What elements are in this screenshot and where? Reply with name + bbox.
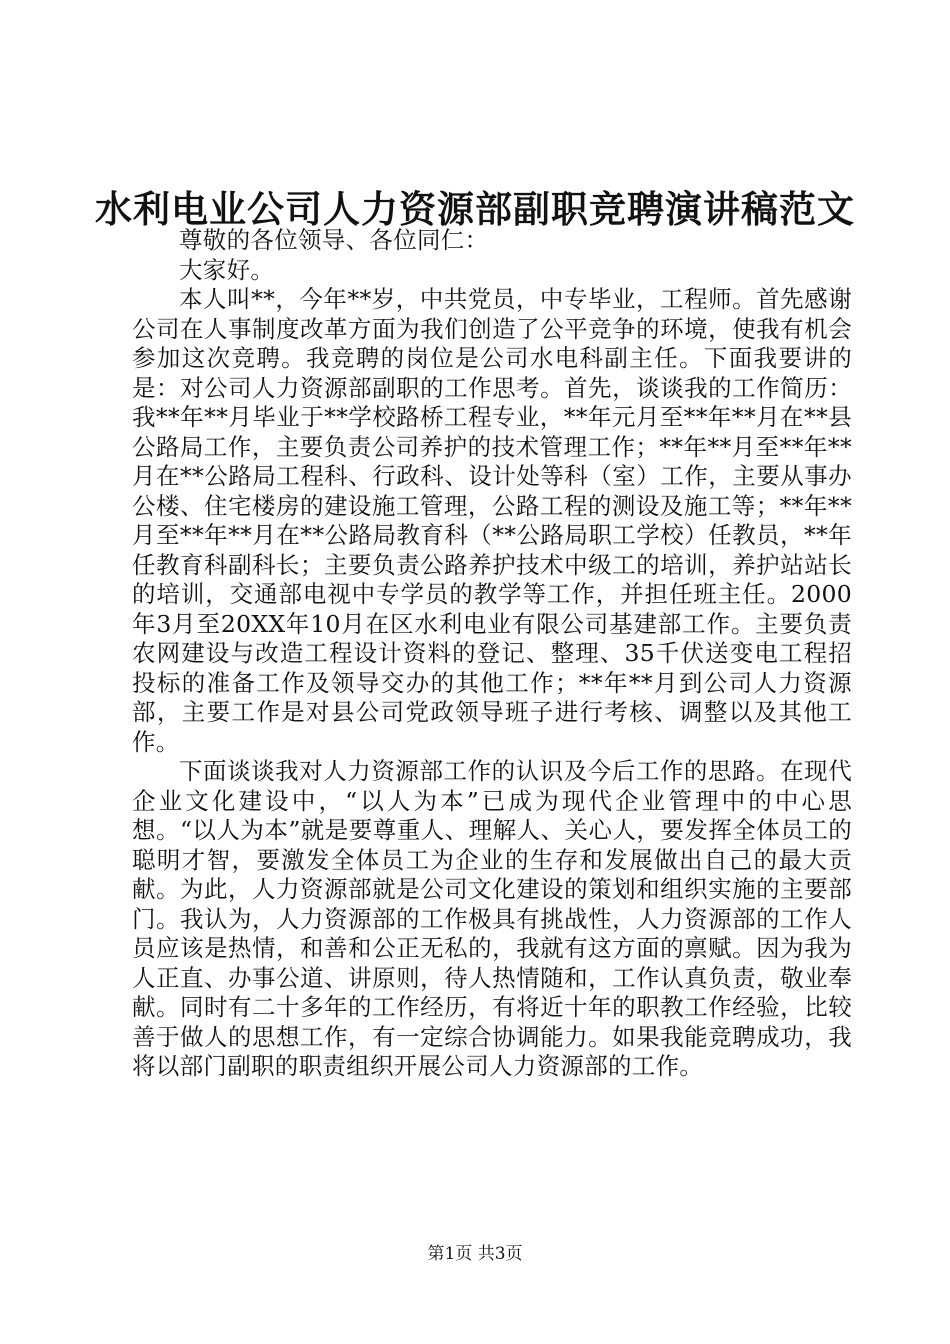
work-thoughts-paragraph: 下面谈谈我对人力资源部工作的认识及今后工作的思路。在现代企业文化建设中，“以人为本”已成为现代企业管理中的中心思想。“以人为本”就是要尊重人、理解人、关心人，要发挥全体员工的聪明才智，要激发全体员工为企业的生存和发展做出自己的最大贡献。为此，人力资源部就是公司文化建设的策划和组织实施的主要部门。我认为，人力资源部的工作极具有挑战性，人力资源部的工作人员应该是热情，和善和公正无私的，我就有这方面的禀赋。因为我为人正直、办事公道、讲原则，待人热情随和，工作认真负责，敬业奉献。同时有二十多年的工作经历，有将近十年的职教工作经验，比较善于做人的思想工作，有一定综合协调能力。如果我能竞聘成功，我将以部门副职的职责组织开展公司人力资源部的工作。 xyxy=(132,757,852,1080)
page-number-footer: 第1页 共3页 xyxy=(427,1244,523,1264)
introduction-paragraph: 本人叫**，今年**岁，中共党员，中专毕业，工程师。首先感谢公司在人事制度改革方面为我们创造了公平竞争的环境，使我有机会参加这次竞聘。我竞聘的岗位是公司水电科副主任。下面我要讲的是：对公司人力资源部副职的工作思考。首先，谈谈我的工作简历：我**年**月毕业于**学校路桥工程专业，**年元月至**年**月在**县公路局工作，主要负责公司养护的技术管理工作；**年**月至**年**月在**公路局工程科、行政科、设计处等科（室）工作，主要从事办公楼、住宅楼房的建设施工管理，公路工程的测设及施工等；**年**月至**年**月在**公路局教育科（**公路局职工学校）任教员，**年任教育科副科长；主要负责公路养护技术中级工的培训，养护站站长的培训，交通部电视中专学员的教学等工作，并担任班主任。2000年3月至20XX年10月在区水利电业有限公司基建部工作。主要负责农网建设与改造工程设计资料的登记、整理、35千伏送变电工程招投标的准备工作及领导交办的其他工作；**年**月到公司人力资源部，主要工作是对县公司党政领导班子进行考核、调整以及其他工作。 xyxy=(132,285,852,756)
greeting-paragraph: 大家好。 xyxy=(179,255,275,284)
document-body xyxy=(132,226,852,1082)
document-title: 水利电业公司人力资源部副职竞聘演讲稿范文 xyxy=(95,187,855,231)
salutation-paragraph: 尊敬的各位领导、各位同仁： xyxy=(179,226,489,254)
